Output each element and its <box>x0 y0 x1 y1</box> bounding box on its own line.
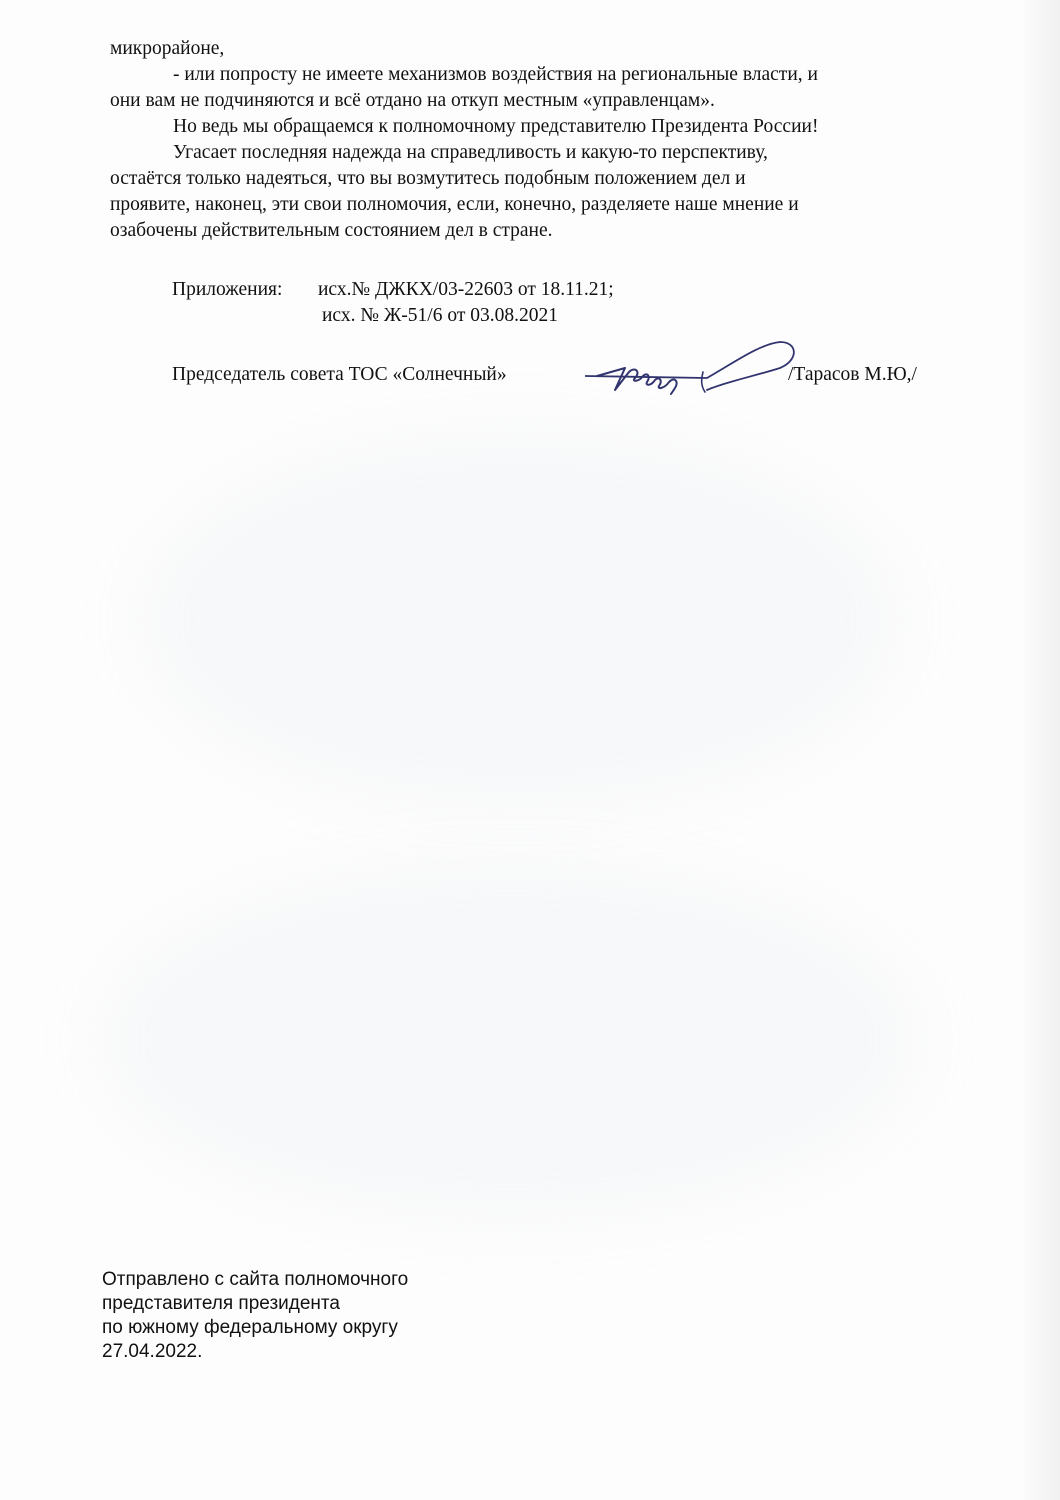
body-line: Угасает последняя надежда на справедливость и какую-то перспективу, <box>173 142 768 163</box>
handwritten-signature <box>585 332 805 412</box>
footer-date: 27.04.2022. <box>102 1341 203 1362</box>
footer-line: представителя президента <box>102 1293 340 1314</box>
scan-edge-shadow <box>1024 0 1060 1500</box>
attachments-label: Приложения: <box>172 279 283 300</box>
footer-line: по южному федеральному округу <box>102 1317 398 1338</box>
signatory-position: Председатель совета ТОС «Солнечный» <box>172 364 507 385</box>
attachment-item: исх.№ ДЖКХ/03-22603 от 18.11.21; <box>318 279 614 300</box>
body-line: озабочены действительным состоянием дел в стране. <box>110 220 553 241</box>
body-line: Но ведь мы обращаемся к полномочному представителю Президента России! <box>173 116 819 137</box>
footer-line: Отправлено с сайта полномочного <box>102 1269 409 1290</box>
attachment-item: исх. № Ж-51/6 от 03.08.2021 <box>322 305 558 326</box>
scan-smudge <box>140 430 900 810</box>
footer-note <box>102 1268 408 1364</box>
body-line: - или попросту не имеете механизмов воздействия на региональные власти, и <box>173 64 818 85</box>
scan-smudge <box>100 860 920 1220</box>
body-line: проявите, наконец, эти свои полномочия, если, конечно, разделяете наше мнение и <box>110 194 799 215</box>
body-line: остаётся только надеяться, что вы возмутитесь подобным положением дел и <box>110 168 746 189</box>
body-line: микрорайоне, <box>110 38 225 59</box>
body-line: они вам не подчиняются и всё отдано на откуп местным «управленцам». <box>110 90 715 111</box>
signatory-name: /Тарасов М.Ю,/ <box>788 364 917 385</box>
